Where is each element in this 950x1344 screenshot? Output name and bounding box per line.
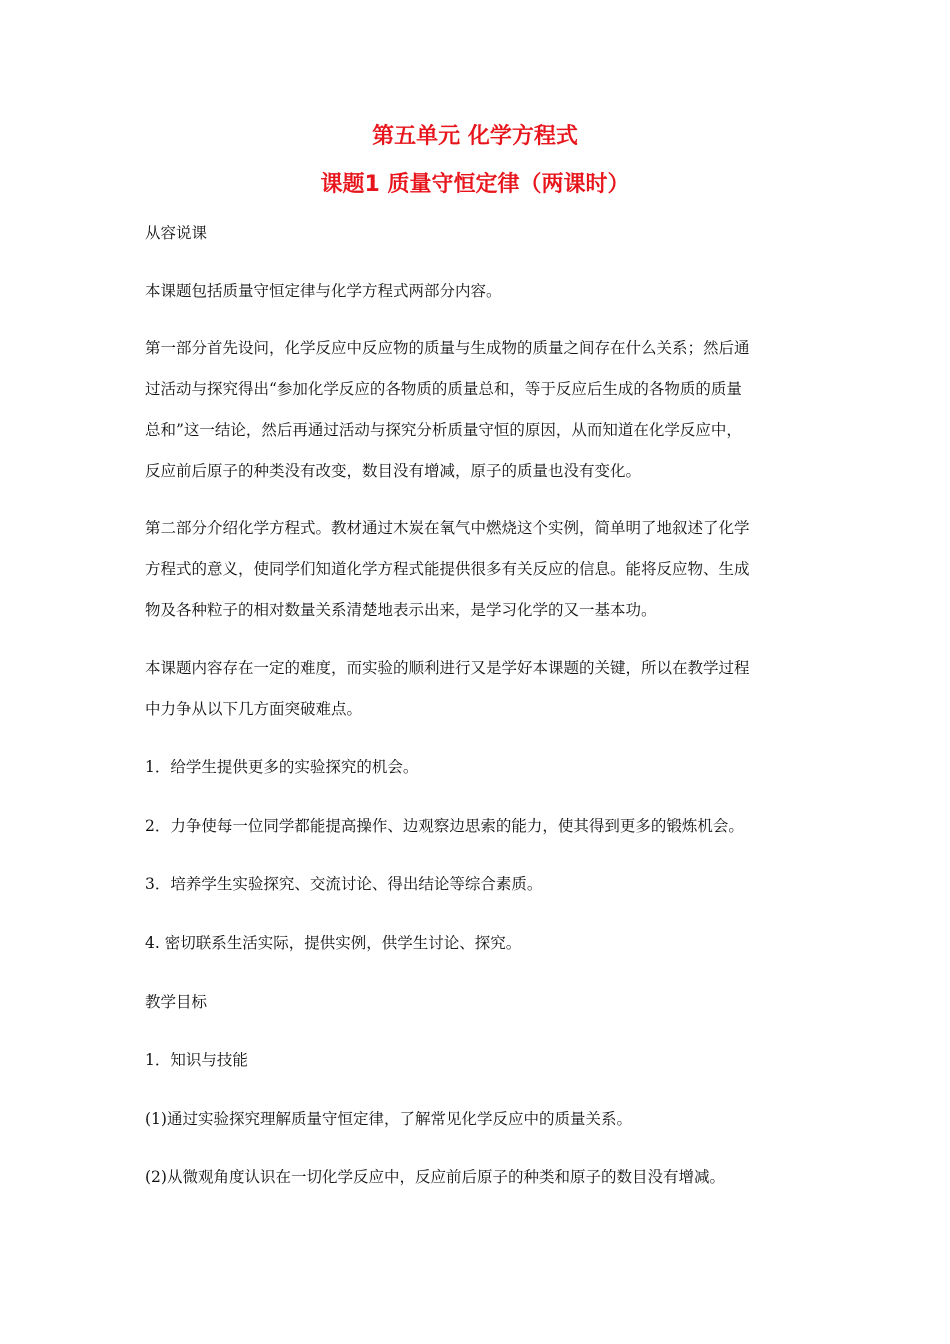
list-item: 2．力争使每一位同学都能提高操作、边观察边思索的能力，使其得到更多的锻炼机会。	[145, 817, 744, 835]
list-item: 3．培养学生实验探究、交流讨论、得出结论等综合素质。	[145, 875, 543, 893]
subheading: 1．知识与技能	[145, 1051, 248, 1069]
list-item: 1．给学生提供更多的实验探究的机会。	[145, 758, 419, 776]
list-item: (1)通过实验探究理解质量守恒定律，了解常见化学反应中的质量关系。	[145, 1110, 632, 1128]
paragraph-line: 中力争从以下几方面突破难点。	[145, 700, 363, 718]
unit-title: 第五单元 化学方程式	[372, 124, 578, 149]
paragraph-line: 第一部分首先设问，化学反应中反应物的质量与生成物的质量之间存在什么关系；然后通	[145, 339, 750, 357]
paragraph-line: 本课题包括质量守恒定律与化学方程式两部分内容。	[145, 282, 502, 300]
section-heading-objectives: 教学目标	[145, 993, 208, 1011]
paragraph-line: 物及各种粒子的相对数量关系清楚地表示出来，是学习化学的又一基本功。	[145, 601, 657, 619]
lesson-title: 课题1 质量守恒定律（两课时）	[320, 172, 630, 197]
list-item: 4. 密切联系生活实际，提供实例，供学生讨论、探究。	[145, 934, 522, 952]
paragraph-line: 过活动与探究得出“参加化学反应的各物质的质量总和，等于反应后生成的各物质的质量	[145, 380, 742, 398]
list-item: (2)从微观角度认识在一切化学反应中，反应前后原子的种类和原子的数目没有增减。	[145, 1168, 725, 1186]
paragraph-line: 第二部分介绍化学方程式。教材通过木炭在氧气中燃烧这个实例，简单明了地叙述了化学	[145, 519, 750, 537]
section-heading-shuoke: 从容说课	[145, 224, 208, 242]
paragraph-line: 本课题内容存在一定的难度，而实验的顺利进行又是学好本课题的关键，所以在教学过程	[145, 659, 750, 677]
paragraph-line: 反应前后原子的种类没有改变，数目没有增减，原子的质量也没有变化。	[145, 462, 642, 480]
paragraph-line: 总和”这一结论，然后再通过活动与探究分析质量守恒的原因，从而知道在化学反应中，	[145, 421, 742, 439]
paragraph-line: 方程式的意义，使同学们知道化学方程式能提供很多有关反应的信息。能将反应物、生成	[145, 560, 750, 578]
